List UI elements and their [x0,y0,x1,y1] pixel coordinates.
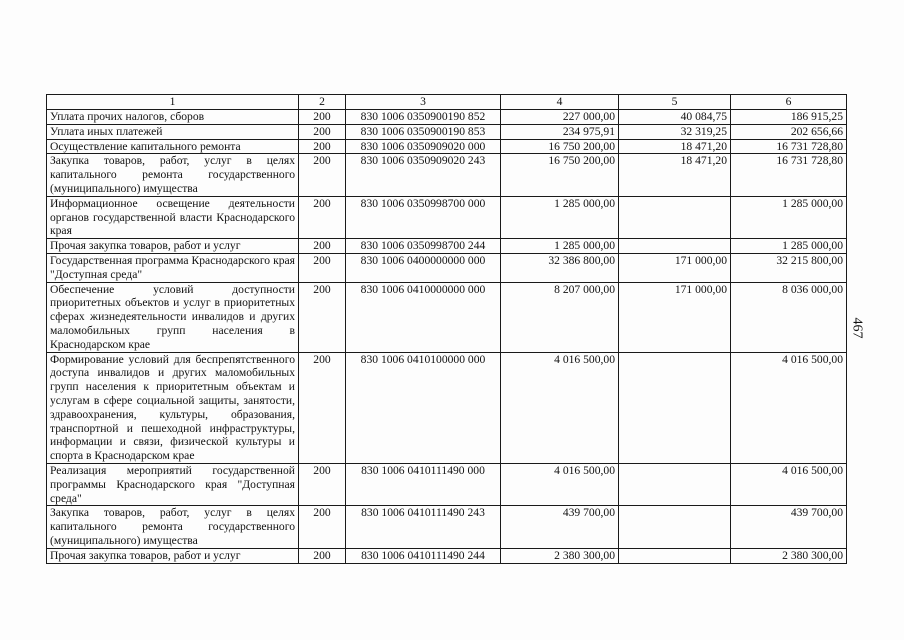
table-header-row [47,95,847,110]
cell-kbk: 830 1006 0410111490 000 [346,463,501,505]
table-row [47,352,847,463]
header-col-3: 3 [346,95,501,110]
cell-code: 200 [299,124,346,139]
cell-name: Прочая закупка товаров, работ и услуг [47,548,299,563]
cell-kbk: 830 1006 0410100000 000 [346,352,501,463]
cell-col5: 171 000,00 [619,282,731,352]
cell-code: 200 [299,282,346,352]
cell-code: 200 [299,506,346,548]
cell-code: 200 [299,139,346,154]
header-col-6: 6 [731,95,847,110]
budget-table [46,94,847,564]
cell-col6: 16 731 728,80 [731,139,847,154]
cell-kbk: 830 1006 0350900190 853 [346,124,501,139]
cell-name: Государственная программа Краснодарского края "Доступная среда" [47,253,299,282]
cell-code: 200 [299,352,346,463]
cell-col4: 16 750 200,00 [501,154,619,196]
cell-code: 200 [299,196,346,238]
cell-name: Осуществление капитального ремонта [47,139,299,154]
cell-kbk: 830 1006 0410000000 000 [346,282,501,352]
cell-code: 200 [299,239,346,254]
cell-col5 [619,506,731,548]
cell-kbk: 830 1006 0350998700 000 [346,196,501,238]
header-col-5: 5 [619,95,731,110]
cell-col5: 18 471,20 [619,139,731,154]
table-row [47,282,847,352]
cell-col4: 16 750 200,00 [501,139,619,154]
table-row [47,154,847,196]
cell-col6: 16 731 728,80 [731,154,847,196]
cell-name: Закупка товаров, работ, услуг в целях капитального ремонта государственного (муниципального) имущества [47,154,299,196]
cell-kbk: 830 1006 0350998700 244 [346,239,501,254]
budget-table-body [47,95,847,564]
page-number: 467 [849,317,865,339]
cell-col6: 186 915,25 [731,110,847,125]
cell-col4: 1 285 000,00 [501,239,619,254]
cell-name: Прочая закупка товаров, работ и услуг [47,239,299,254]
cell-col4: 234 975,91 [501,124,619,139]
cell-name: Закупка товаров, работ, услуг в целях капитального ремонта государственного (муниципального) имущества [47,506,299,548]
cell-col5: 40 084,75 [619,110,731,125]
cell-name: Реализация мероприятий государственной программы Краснодарского края "Доступная среда" [47,463,299,505]
table-row [47,253,847,282]
cell-code: 200 [299,110,346,125]
cell-kbk: 830 1006 0410111490 243 [346,506,501,548]
cell-name: Уплата иных платежей [47,124,299,139]
cell-col4: 2 380 300,00 [501,548,619,563]
cell-col6: 1 285 000,00 [731,196,847,238]
cell-code: 200 [299,154,346,196]
cell-col5 [619,463,731,505]
cell-col4: 4 016 500,00 [501,352,619,463]
table-row [47,463,847,505]
table-row [47,124,847,139]
cell-col4: 4 016 500,00 [501,463,619,505]
table-row [47,548,847,563]
cell-name: Уплата прочих налогов, сборов [47,110,299,125]
table-row [47,196,847,238]
cell-col4: 439 700,00 [501,506,619,548]
cell-col5: 171 000,00 [619,253,731,282]
table-row [47,110,847,125]
cell-col6: 32 215 800,00 [731,253,847,282]
cell-col5: 18 471,20 [619,154,731,196]
cell-kbk: 830 1006 0410111490 244 [346,548,501,563]
header-col-2: 2 [299,95,346,110]
cell-kbk: 830 1006 0400000000 000 [346,253,501,282]
cell-col4: 227 000,00 [501,110,619,125]
cell-col5 [619,352,731,463]
cell-col6: 4 016 500,00 [731,463,847,505]
cell-col4: 1 285 000,00 [501,196,619,238]
header-col-1: 1 [47,95,299,110]
cell-col4: 8 207 000,00 [501,282,619,352]
cell-name: Формирование условий для беспрепятственного доступа инвалидов и других маломобильных групп населения к приоритетным объектам и услугам в сфере социальной защиты, занятости, здравоохранения, культуры, образования, транспортной и пешеходной инфраструктуры, информации и связи, физической культуры и спорта в Краснодарском крае [47,352,299,463]
cell-code: 200 [299,253,346,282]
table-row [47,506,847,548]
cell-col4: 32 386 800,00 [501,253,619,282]
cell-name: Обеспечение условий доступности приоритетных объектов и услуг в приоритетных сферах жизнедеятельности инвалидов и других маломобильных групп населения в Краснодарском крае [47,282,299,352]
cell-kbk: 830 1006 0350909020 243 [346,154,501,196]
cell-kbk: 830 1006 0350909020 000 [346,139,501,154]
cell-code: 200 [299,463,346,505]
cell-col6: 4 016 500,00 [731,352,847,463]
header-col-4: 4 [501,95,619,110]
cell-col5 [619,548,731,563]
cell-col6: 439 700,00 [731,506,847,548]
table-row [47,239,847,254]
cell-col6: 1 285 000,00 [731,239,847,254]
cell-code: 200 [299,548,346,563]
cell-col5 [619,196,731,238]
cell-col5 [619,239,731,254]
cell-col6: 202 656,66 [731,124,847,139]
cell-col5: 32 319,25 [619,124,731,139]
cell-col6: 2 380 300,00 [731,548,847,563]
table-row [47,139,847,154]
cell-name: Информационное освещение деятельности органов государственной власти Краснодарского края [47,196,299,238]
cell-col6: 8 036 000,00 [731,282,847,352]
cell-kbk: 830 1006 0350900190 852 [346,110,501,125]
